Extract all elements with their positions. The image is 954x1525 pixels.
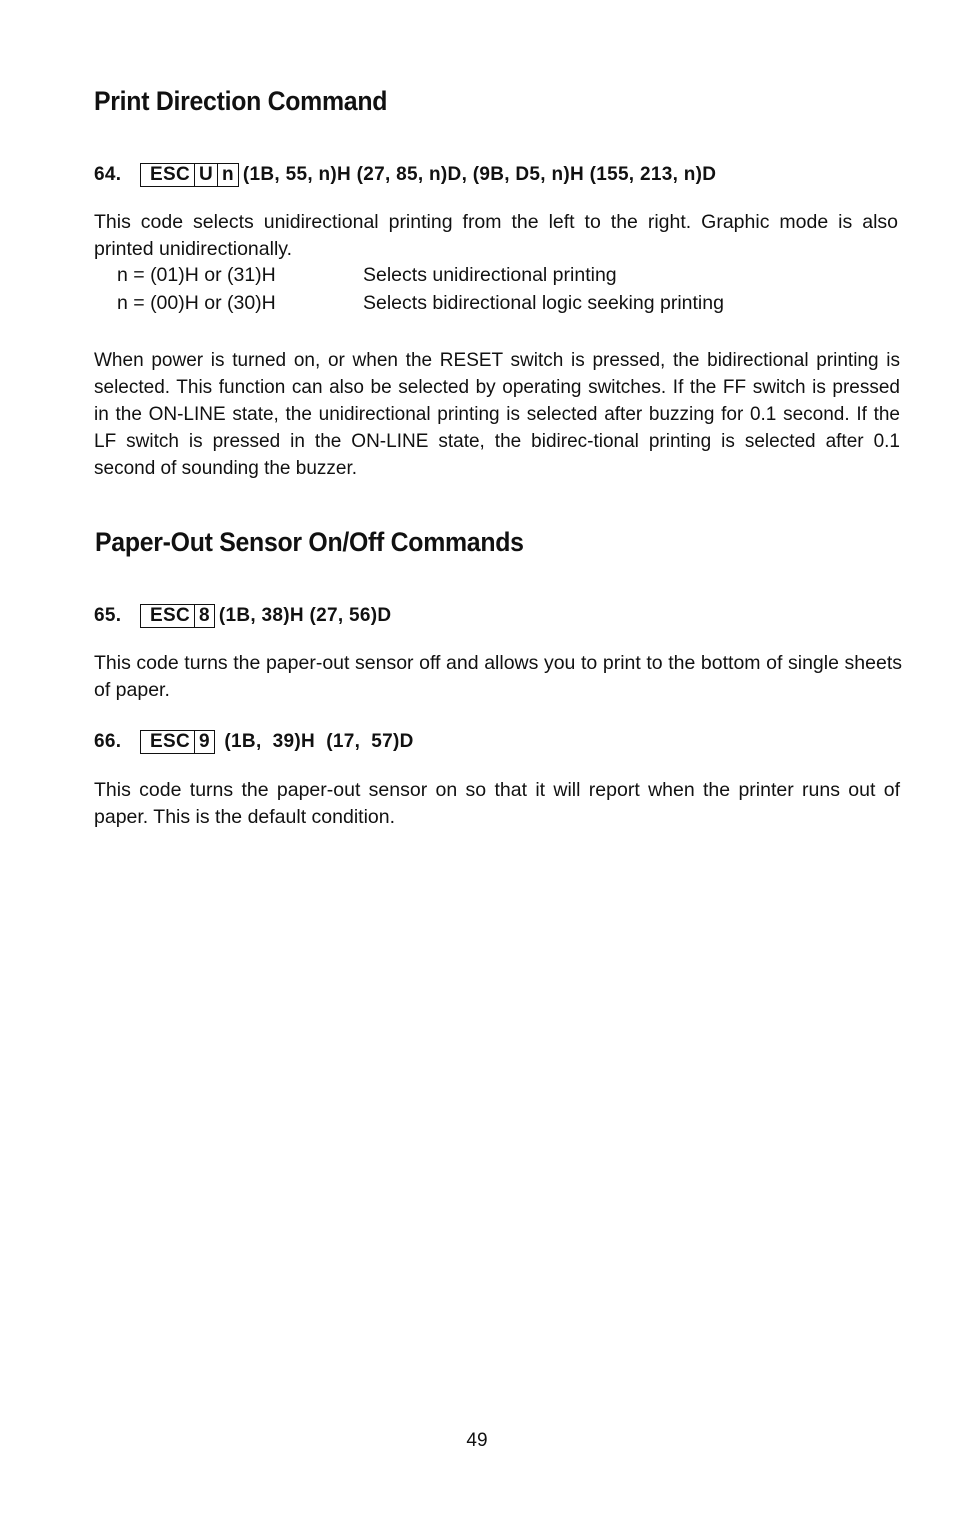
option-value: n = (01)H or (31)H <box>117 264 276 286</box>
command-66-description: This code turns the paper-out sensor on so that it will report when the printer runs out of paper. This is the default condition. <box>94 779 900 828</box>
command-64-note: When power is turned on, or when the RESET switch is pressed, the bidirectional printing is selected. This function can also be selected by operating switches. If the FF switch is pressed in the ON-LINE state, the unidirectional printing is selected after buzzing for 0.1 second. If the LF switch is pressed in the ON-LINE state, the bidirec-tional printing is selected after 0.1 second of sounding the buzzer. <box>94 350 900 479</box>
key-esc: ESC <box>150 164 190 185</box>
command-keys-box <box>140 604 215 628</box>
key-n: n <box>217 164 238 186</box>
key-8: 8 <box>194 605 214 627</box>
command-number: 66. <box>94 731 122 752</box>
option-description: Selects bidirectional logic seeking printing <box>363 292 724 314</box>
command-keys-box <box>140 730 215 754</box>
section-title-paper-out-sensor: Paper-Out Sensor On/Off Commands <box>95 527 524 557</box>
key-u: U <box>194 164 217 186</box>
key-9: 9 <box>194 731 214 753</box>
option-value: n = (00)H or (30)H <box>117 292 276 314</box>
command-64-line <box>94 163 716 187</box>
page-number: 49 <box>466 1430 488 1451</box>
key-esc: ESC <box>150 731 190 752</box>
command-65-description: This code turns the paper-out sensor off and allows you to print to the bottom of single sheets of paper. <box>94 652 902 701</box>
command-number: 64. <box>94 164 122 185</box>
command-codes: (1B, 38)H (27, 56)D <box>218 605 392 626</box>
command-64-description: This code selects unidirectional printing from the left to the right. Graphic mode is also printed unidirectionally. <box>94 211 898 260</box>
section-title-print-direction: Print Direction Command <box>94 86 388 116</box>
command-66-line <box>94 730 414 754</box>
command-65-line <box>94 604 391 628</box>
command-codes: (1B, 55, n)H (27, 85, n)D, (9B, D5, n)H (155, 213, n)D <box>242 164 717 185</box>
option-description: Selects unidirectional printing <box>363 264 617 286</box>
command-keys-box <box>140 163 239 187</box>
key-esc: ESC <box>150 605 190 626</box>
command-codes: (1B, 39)H (17, 57)D <box>218 731 414 752</box>
command-number: 65. <box>94 605 122 626</box>
